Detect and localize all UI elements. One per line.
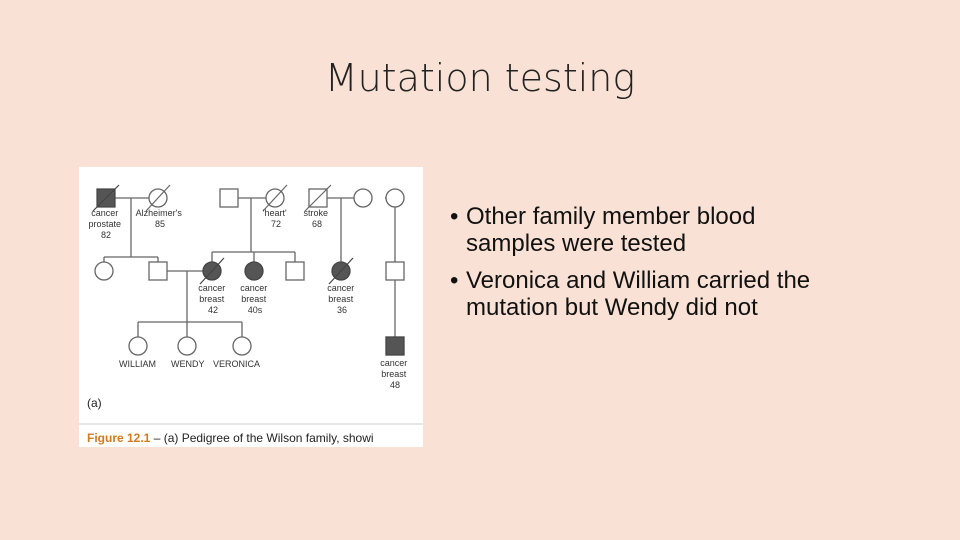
label-william: WILLIAM: [119, 359, 157, 369]
label-veronica: VERONICA: [213, 359, 261, 369]
figure-caption: Figure 12.1 – (a) Pedigree of the Wilson family, showi: [87, 431, 374, 445]
slide-title: Mutation testing: [324, 56, 636, 100]
label-g2-b: cancer breast 40s: [240, 283, 268, 315]
label-g1-heart: 'heart' 72: [262, 208, 287, 229]
label-g1-stroke: stroke 68: [303, 208, 328, 229]
bullet-item: • Other family member blood samples were tested: [448, 203, 848, 257]
label-g2-a: cancer breast 42: [198, 283, 226, 315]
label-g3-male: cancer breast 48: [380, 358, 408, 390]
label-g2-c: cancer breast 36: [327, 283, 355, 315]
pedigree-figure: [79, 167, 423, 447]
label-g1-father: cancer prostate 82: [88, 208, 122, 240]
bullet-list: [448, 203, 848, 331]
panel-label: (a): [87, 396, 102, 410]
label-g1-mother: Alzheimer's 85: [135, 208, 182, 229]
male-symbol: [220, 189, 238, 207]
pedigree-chart: [79, 167, 423, 447]
label-wendy: WENDY: [171, 359, 205, 369]
bullet-item: • Veronica and William carried the mutation but Wendy did not: [448, 267, 848, 321]
